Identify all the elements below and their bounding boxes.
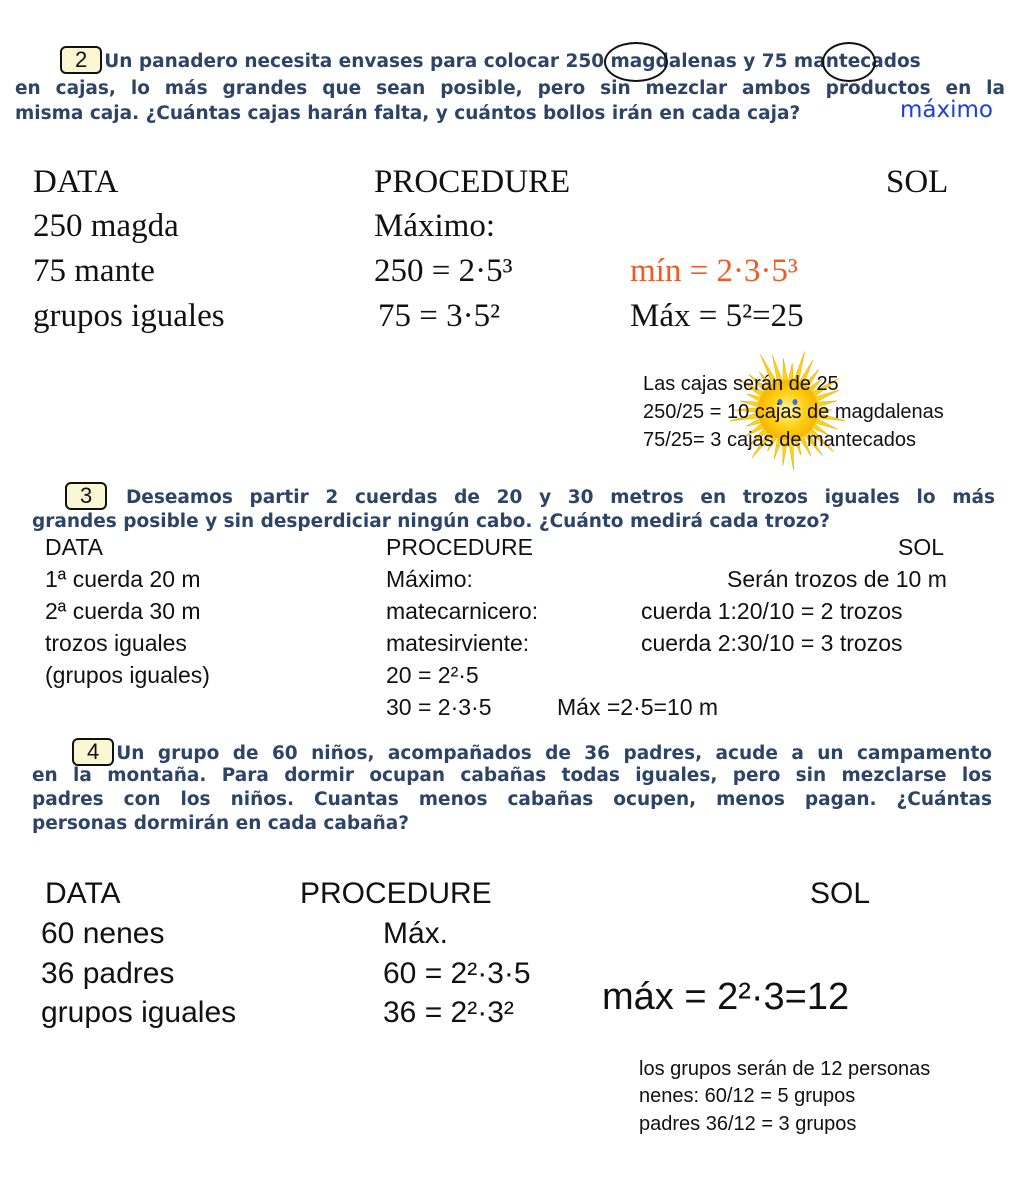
problem-3-procedure-5: 30 = 2·3·5	[386, 694, 492, 720]
problem-3-data-2: 2ª cuerda 30 m	[45, 598, 201, 624]
problem-2-procedure-3: 75 = 3·5²	[378, 298, 500, 334]
problem-2-number: 2	[60, 46, 102, 74]
problem-3-procedure-3: matesirviente:	[386, 630, 530, 656]
problem-2-solution-3: 75/25= 3 cajas de mantecados	[643, 429, 916, 451]
problem-4-number: 4	[72, 738, 114, 766]
problem-2-procedure-header: PROCEDURE	[374, 164, 571, 200]
problem-2-data-3: grupos iguales	[33, 298, 225, 334]
problem-3-sol-header: SOL	[898, 534, 945, 560]
problem-2-min: mín = 2·3·5³	[630, 253, 798, 289]
problem-3-data-3: trozos iguales	[45, 630, 187, 656]
circle-250-annotation	[604, 42, 668, 82]
problem-4-data-2: 36 padres	[41, 957, 175, 990]
problem-3-line-1: 3 Deseamos partir 2 cuerdas de 20 y 30 metros en trozos iguales lo más	[65, 482, 995, 510]
problem-3-procedure-2: matecarnicero:	[386, 598, 539, 624]
problem-2-solution-1: Las cajas serán de 25	[643, 373, 839, 395]
problem-2-procedure-1: Máximo:	[374, 208, 495, 244]
problem-4-line-2: en la montaña. Para dormir ocupan cabañas todas iguales, pero sin mezclarse los	[32, 765, 992, 786]
problem-2-solution-2: 250/25 = 10 cajas de magdalenas	[643, 401, 944, 423]
problem-2-procedure-2: 250 = 2·5³	[374, 253, 513, 289]
problem-4-solution-1: los grupos serán de 12 personas	[639, 1058, 931, 1080]
problem-4-procedure-3: 36 = 2²·3²	[383, 996, 514, 1029]
problem-4-solution-3: padres 36/12 = 3 grupos	[639, 1113, 857, 1135]
problem-2-line-1: 2 Un panadero necesita envases para colocar 250 magdalenas y 75 mantecados	[60, 46, 921, 74]
problem-3-data-1: 1ª cuerda 20 m	[45, 566, 201, 592]
problem-3-solution-1: Serán trozos de 10 m	[727, 566, 947, 592]
problem-3-number: 3	[65, 482, 107, 510]
problem-4-solution-2: nenes: 60/12 = 5 grupos	[639, 1085, 856, 1107]
problem-4-procedure-2: 60 = 2²·3·5	[383, 957, 531, 990]
problem-3-procedure-4: 20 = 2²·5	[386, 662, 479, 688]
problem-3-data-header: DATA	[45, 534, 103, 560]
problem-4-line-3: padres con los niños. Cuantas menos cabañas ocupen, menos pagan. ¿Cuántas	[32, 789, 992, 810]
problem-4-line-4: personas dormirán en cada cabaña?	[32, 813, 409, 834]
problem-4-data-3: grupos iguales	[41, 996, 237, 1029]
problem-2-note: máximo	[900, 97, 993, 123]
problem-4-procedure-1: Máx.	[383, 917, 449, 950]
problem-3-max: Máx =2·5=10 m	[557, 694, 719, 720]
problem-4-max: máx = 2²·3=12	[602, 976, 850, 1018]
problem-3-line-2: grandes posible y sin desperdiciar ningún cabo. ¿Cuánto medirá cada trozo?	[32, 511, 830, 532]
problem-2-data-header: DATA	[33, 164, 119, 200]
problem-2-data-1: 250 magda	[33, 208, 179, 244]
problem-3-procedure-header: PROCEDURE	[386, 534, 533, 560]
problem-3-procedure-1: Máximo:	[386, 566, 473, 592]
problem-3-data-4: (grupos iguales)	[45, 662, 210, 688]
problem-2-max: Máx = 5²=25	[630, 298, 804, 334]
problem-3-solution-2: cuerda 1:20/10 = 2 trozos	[641, 598, 903, 624]
problem-2-line-2: en cajas, lo más grandes que sean posible, pero sin mezclar ambos productos en la	[15, 78, 1005, 99]
problem-2-data-2: 75 mante	[33, 253, 155, 289]
problem-4-line-1: 4 Un grupo de 60 niños, acompañados de 36 padres, acude a un campamento	[72, 738, 992, 766]
problem-4-sol-header: SOL	[810, 877, 871, 910]
problem-3-solution-3: cuerda 2:30/10 = 3 trozos	[641, 630, 903, 656]
problem-4-procedure-header: PROCEDURE	[300, 877, 492, 910]
problem-4-data-header: DATA	[45, 877, 121, 910]
problem-2-line-3: misma caja. ¿Cuántas cajas harán falta, y cuántos bollos irán en cada caja?	[15, 103, 801, 124]
problem-4-data-1: 60 nenes	[41, 917, 165, 950]
circle-75-annotation	[822, 42, 876, 82]
problem-2-sol-header: SOL	[886, 164, 949, 200]
